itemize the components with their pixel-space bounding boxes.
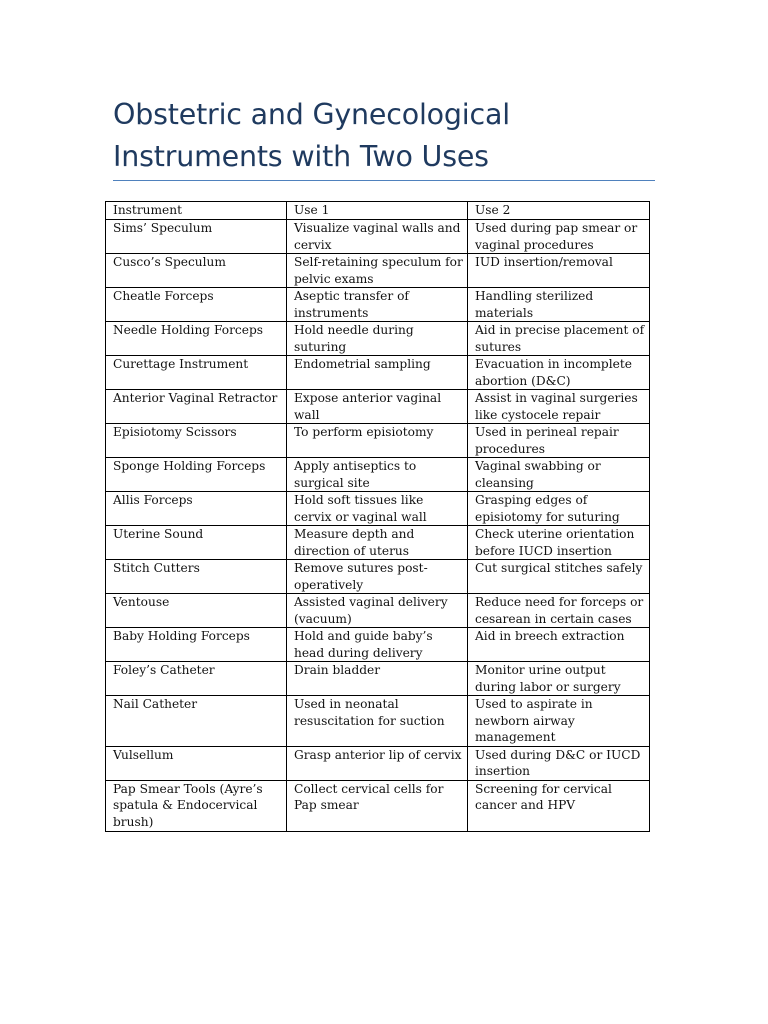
cell-use-2: Vaginal swabbing or cleansing: [468, 458, 650, 492]
cell-use-2: IUD insertion/removal: [468, 254, 650, 288]
cell-instrument: Uterine Sound: [106, 526, 287, 560]
table-row: [106, 696, 650, 747]
cell-use-1: To perform episiotomy: [287, 424, 468, 458]
header-instrument: Instrument: [106, 202, 287, 220]
page-title: [113, 94, 673, 178]
table-row: [106, 594, 650, 628]
cell-use-1: Grasp anterior lip of cervix: [287, 746, 468, 780]
cell-use-1: Used in neonatal resuscitation for suction: [287, 696, 468, 747]
cell-instrument: Anterior Vaginal Retractor: [106, 390, 287, 424]
table-header: [106, 202, 650, 220]
table-row: [106, 322, 650, 356]
table-row: [106, 492, 650, 526]
header-use-1: Use 1: [287, 202, 468, 220]
cell-use-2: Used in perineal repair procedures: [468, 424, 650, 458]
cell-instrument: Episiotomy Scissors: [106, 424, 287, 458]
cell-instrument: Sponge Holding Forceps: [106, 458, 287, 492]
cell-use-2: Monitor urine output during labor or surgery: [468, 662, 650, 696]
cell-use-1: Collect cervical cells for Pap smear: [287, 780, 468, 831]
table-row: [106, 288, 650, 322]
cell-use-1: Self-retaining speculum for pelvic exams: [287, 254, 468, 288]
table-row: [106, 424, 650, 458]
cell-use-2: Evacuation in incomplete abortion (D&C): [468, 356, 650, 390]
cell-instrument: Cheatle Forceps: [106, 288, 287, 322]
instruments-table: [105, 201, 650, 832]
page-title-line-2: Instruments with Two Uses: [113, 140, 489, 173]
cell-instrument: Pap Smear Tools (Ayre’s spatula & Endocervical brush): [106, 780, 287, 831]
cell-instrument: Foley’s Catheter: [106, 662, 287, 696]
cell-use-2: Reduce need for forceps or cesarean in certain cases: [468, 594, 650, 628]
cell-instrument: Ventouse: [106, 594, 287, 628]
cell-use-1: Drain bladder: [287, 662, 468, 696]
cell-instrument: Curettage Instrument: [106, 356, 287, 390]
header-use-2: Use 2: [468, 202, 650, 220]
cell-use-2: Cut surgical stitches safely: [468, 560, 650, 594]
table-row: [106, 560, 650, 594]
table-row: [106, 662, 650, 696]
cell-use-2: Used to aspirate in newborn airway management: [468, 696, 650, 747]
cell-use-2: Aid in breech extraction: [468, 628, 650, 662]
table-row: [106, 458, 650, 492]
cell-use-1: Assisted vaginal delivery (vacuum): [287, 594, 468, 628]
cell-instrument: Allis Forceps: [106, 492, 287, 526]
title-underline: [113, 180, 655, 181]
cell-instrument: Baby Holding Forceps: [106, 628, 287, 662]
cell-use-1: Hold soft tissues like cervix or vaginal wall: [287, 492, 468, 526]
table-row: [106, 390, 650, 424]
cell-instrument: Needle Holding Forceps: [106, 322, 287, 356]
table-row: [106, 356, 650, 390]
cell-use-1: Endometrial sampling: [287, 356, 468, 390]
table-header-row: [106, 202, 650, 220]
table-row: [106, 254, 650, 288]
table-body: [106, 220, 650, 832]
cell-use-1: Hold and guide baby’s head during delivery: [287, 628, 468, 662]
cell-instrument: Nail Catheter: [106, 696, 287, 747]
cell-instrument: Sims’ Speculum: [106, 220, 287, 254]
cell-use-1: Aseptic transfer of instruments: [287, 288, 468, 322]
cell-use-2: Assist in vaginal surgeries like cystocele repair: [468, 390, 650, 424]
cell-use-2: Check uterine orientation before IUCD insertion: [468, 526, 650, 560]
cell-use-1: Apply antiseptics to surgical site: [287, 458, 468, 492]
table-row: [106, 746, 650, 780]
table-row: [106, 526, 650, 560]
cell-use-1: Measure depth and direction of uterus: [287, 526, 468, 560]
cell-use-1: Hold needle during suturing: [287, 322, 468, 356]
cell-use-2: Used during pap smear or vaginal procedures: [468, 220, 650, 254]
cell-use-1: Visualize vaginal walls and cervix: [287, 220, 468, 254]
cell-use-1: Expose anterior vaginal wall: [287, 390, 468, 424]
table-row: [106, 220, 650, 254]
cell-use-2: Handling sterilized materials: [468, 288, 650, 322]
table-row: [106, 628, 650, 662]
table-row: [106, 780, 650, 831]
cell-use-2: Aid in precise placement of sutures: [468, 322, 650, 356]
cell-use-2: Used during D&C or IUCD insertion: [468, 746, 650, 780]
cell-use-2: Grasping edges of episiotomy for suturing: [468, 492, 650, 526]
cell-use-2: Screening for cervical cancer and HPV: [468, 780, 650, 831]
page-title-line-1: Obstetric and Gynecological: [113, 98, 510, 131]
cell-use-1: Remove sutures post-operatively: [287, 560, 468, 594]
cell-instrument: Vulsellum: [106, 746, 287, 780]
cell-instrument: Stitch Cutters: [106, 560, 287, 594]
cell-instrument: Cusco’s Speculum: [106, 254, 287, 288]
